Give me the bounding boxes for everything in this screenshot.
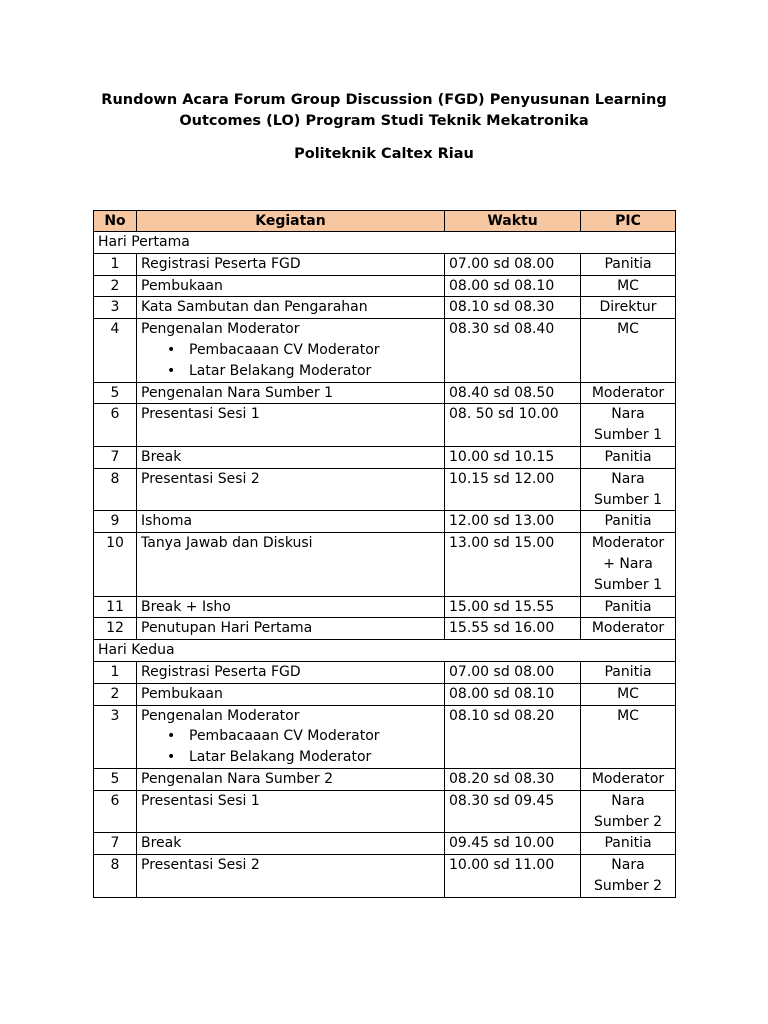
activity-title: Break + Isho	[141, 598, 231, 615]
row-time: 08.30 sd 08.40	[445, 319, 581, 382]
rundown-body	[94, 232, 676, 898]
row-activity	[137, 618, 445, 640]
header-kegiatan: Kegiatan	[137, 211, 445, 232]
institution-name: Politeknik Caltex Riau	[294, 146, 474, 162]
row-number: 2	[94, 275, 137, 297]
row-activity	[137, 596, 445, 618]
row-pic: Panitia	[581, 511, 676, 533]
row-number: 3	[94, 705, 137, 768]
row-number: 4	[94, 319, 137, 382]
row-number: 8	[94, 468, 137, 511]
table-row	[94, 705, 676, 768]
activity-sub-list	[141, 340, 440, 382]
activity-title: Registrasi Peserta FGD	[141, 255, 301, 272]
row-number: 1	[94, 661, 137, 683]
row-pic: Moderator	[581, 382, 676, 404]
row-pic: Panitia	[581, 833, 676, 855]
row-time: 08.40 sd 08.50	[445, 382, 581, 404]
row-activity	[137, 768, 445, 790]
row-pic: Panitia	[581, 446, 676, 468]
row-pic: Nara Sumber 1	[581, 404, 676, 447]
table-row	[94, 683, 676, 705]
document-title: Rundown Acara Forum Group Discussion (FGD) Penyusunan Learning Outcomes (LO) Program Studi Teknik Mekatronika	[101, 92, 667, 129]
table-row	[94, 319, 676, 382]
table-row	[94, 618, 676, 640]
activity-title: Pengenalan Nara Sumber 2	[141, 770, 334, 787]
row-pic: Nara Sumber 1	[581, 468, 676, 511]
table-header-row	[94, 211, 676, 232]
row-activity	[137, 446, 445, 468]
activity-title: Pembukaan	[141, 277, 223, 294]
row-pic: Panitia	[581, 661, 676, 683]
row-time: 07.00 sd 08.00	[445, 253, 581, 275]
row-number: 6	[94, 404, 137, 447]
section-row	[94, 232, 676, 254]
row-pic: MC	[581, 275, 676, 297]
row-pic: Moderator	[581, 618, 676, 640]
row-time: 13.00 sd 15.00	[445, 533, 581, 596]
row-time: 15.55 sd 16.00	[445, 618, 581, 640]
row-activity	[137, 297, 445, 319]
row-pic: Panitia	[581, 253, 676, 275]
activity-title: Registrasi Peserta FGD	[141, 663, 301, 680]
activity-title: Pembukaan	[141, 685, 223, 702]
row-activity	[137, 790, 445, 833]
row-time: 15.00 sd 15.55	[445, 596, 581, 618]
row-pic: Direktur	[581, 297, 676, 319]
activity-title: Kata Sambutan dan Pengarahan	[141, 299, 368, 316]
row-number: 7	[94, 446, 137, 468]
row-activity	[137, 511, 445, 533]
row-number: 8	[94, 855, 137, 898]
activity-title: Pengenalan Nara Sumber 1	[141, 384, 334, 401]
row-number: 7	[94, 833, 137, 855]
header-waktu: Waktu	[445, 211, 581, 232]
row-pic: MC	[581, 683, 676, 705]
row-number: 12	[94, 618, 137, 640]
header-no: No	[94, 211, 137, 232]
activity-sub-list	[141, 726, 440, 768]
row-number: 10	[94, 533, 137, 596]
row-time: 12.00 sd 13.00	[445, 511, 581, 533]
table-row	[94, 596, 676, 618]
row-activity	[137, 705, 445, 768]
activity-sub-item: • Pembacaaan CV Moderator	[189, 340, 440, 361]
row-time: 08.10 sd 08.30	[445, 297, 581, 319]
row-activity	[137, 833, 445, 855]
row-activity	[137, 533, 445, 596]
row-time: 09.45 sd 10.00	[445, 833, 581, 855]
row-activity	[137, 855, 445, 898]
row-number: 2	[94, 683, 137, 705]
row-pic: MC	[581, 319, 676, 382]
table-row	[94, 382, 676, 404]
row-number: 1	[94, 253, 137, 275]
row-number: 3	[94, 297, 137, 319]
row-activity	[137, 468, 445, 511]
row-activity	[137, 253, 445, 275]
table-row	[94, 533, 676, 596]
activity-title: Penutupan Hari Pertama	[141, 620, 313, 637]
table-row	[94, 446, 676, 468]
table-row	[94, 253, 676, 275]
row-time: 08.10 sd 08.20	[445, 705, 581, 768]
activity-title: Break	[141, 448, 182, 465]
row-time: 10.15 sd 12.00	[445, 468, 581, 511]
row-pic: Moderator	[581, 768, 676, 790]
row-time: 08.00 sd 08.10	[445, 275, 581, 297]
row-time: 07.00 sd 08.00	[445, 661, 581, 683]
table-row	[94, 468, 676, 511]
row-number: 9	[94, 511, 137, 533]
table-row	[94, 790, 676, 833]
activity-title: Pengenalan Moderator	[141, 321, 300, 338]
activity-sub-item: • Pembacaaan CV Moderator	[189, 726, 440, 747]
section-label: Hari Pertama	[94, 232, 676, 254]
row-pic: MC	[581, 705, 676, 768]
row-number: 5	[94, 768, 137, 790]
row-activity	[137, 404, 445, 447]
activity-sub-item: • Latar Belakang Moderator	[189, 361, 440, 382]
table-row	[94, 768, 676, 790]
row-activity	[137, 319, 445, 382]
row-number: 5	[94, 382, 137, 404]
row-activity	[137, 661, 445, 683]
activity-title: Pengenalan Moderator	[141, 707, 300, 724]
table-row	[94, 297, 676, 319]
table-row	[94, 511, 676, 533]
row-time: 08. 50 sd 10.00	[445, 404, 581, 447]
row-number: 6	[94, 790, 137, 833]
section-label: Hari Kedua	[94, 640, 676, 662]
activity-title: Presentasi Sesi 1	[141, 792, 260, 809]
table-row	[94, 404, 676, 447]
section-row	[94, 640, 676, 662]
row-pic: Moderator + Nara Sumber 1	[581, 533, 676, 596]
row-time: 08.20 sd 08.30	[445, 768, 581, 790]
table-row	[94, 855, 676, 898]
row-activity	[137, 382, 445, 404]
activity-title: Break	[141, 835, 182, 852]
row-time: 08.00 sd 08.10	[445, 683, 581, 705]
row-activity	[137, 683, 445, 705]
row-pic: Nara Sumber 2	[581, 855, 676, 898]
header-pic: PIC	[581, 211, 676, 232]
row-number: 11	[94, 596, 137, 618]
row-time: 10.00 sd 10.15	[445, 446, 581, 468]
row-time: 10.00 sd 11.00	[445, 855, 581, 898]
row-pic: Panitia	[581, 596, 676, 618]
row-time: 08.30 sd 09.45	[445, 790, 581, 833]
activity-title: Presentasi Sesi 2	[141, 857, 260, 874]
activity-title: Presentasi Sesi 1	[141, 406, 260, 423]
table-row	[94, 661, 676, 683]
activity-title: Ishoma	[141, 513, 193, 530]
row-pic: Nara Sumber 2	[581, 790, 676, 833]
activity-sub-item: • Latar Belakang Moderator	[189, 747, 440, 768]
table-row	[94, 275, 676, 297]
rundown-table	[93, 210, 676, 898]
table-row	[94, 833, 676, 855]
row-activity	[137, 275, 445, 297]
activity-title: Tanya Jawab dan Diskusi	[141, 535, 313, 552]
activity-title: Presentasi Sesi 2	[141, 470, 260, 487]
